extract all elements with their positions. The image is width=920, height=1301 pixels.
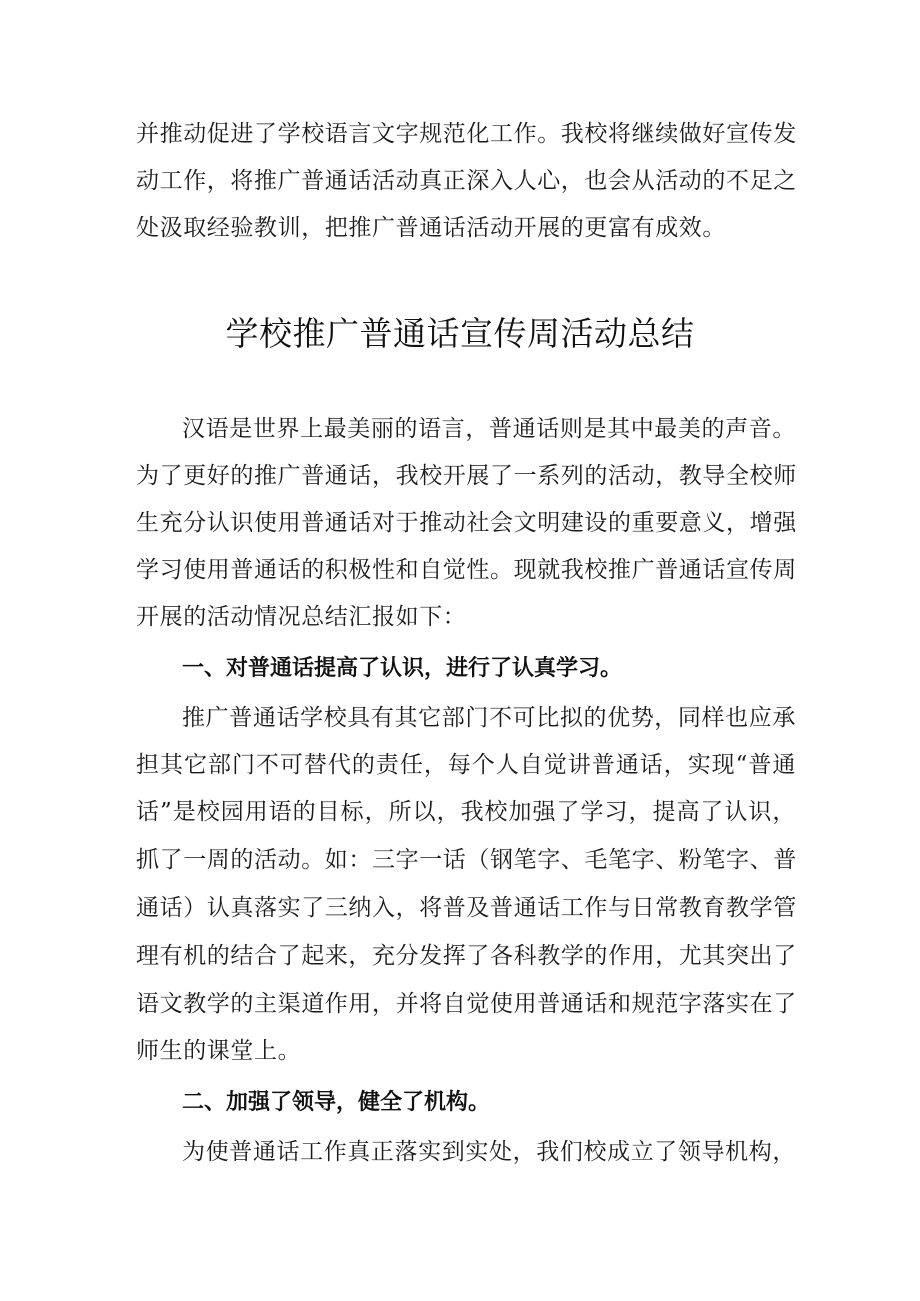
section-heading-1: 一、对普通话提高了认识，进行了认真学习。 <box>182 656 623 681</box>
document-title: 学校推广普通话宣传周活动总结 <box>225 314 695 353</box>
para2-line-6: 理有机的结合了起来，充分发挥了各科教学的作用，尤其突出了 <box>136 943 797 969</box>
intro-line-1: 并推动促进了学校语言文字规范化工作。我校将继续做好宣传发 <box>136 121 797 147</box>
para2-line-1: 推广普通话学校具有其它部门不可比拟的优势，同样也应承 <box>182 705 796 731</box>
intro-line-3: 处汲取经验教训，把推广普通话活动开展的更富有成效。 <box>136 215 726 241</box>
para1-line-2: 为了更好的推广普通话，我校开展了一系列的活动，教导全校师 <box>136 463 797 489</box>
para2-line-5: 通话）认真落实了三纳入，将普及普通话工作与日常教育教学管 <box>136 895 797 921</box>
para1-line-4: 学习使用普通话的积极性和自觉性。现就我校推广普通话宣传周 <box>136 557 797 583</box>
para1-line-1: 汉语是世界上最美丽的语言，普通话则是其中最美的声音。 <box>182 416 796 442</box>
intro-line-2: 动工作，将推广普通话活动真正深入人心，也会从活动的不足之 <box>136 168 797 194</box>
section-heading-2: 二、加强了领导，健全了机构。 <box>182 1090 491 1115</box>
para2-line-4: 抓了一周的活动。如：三字一话（钢笔字、毛笔字、粉笔字、普 <box>136 847 797 873</box>
para1-line-5: 开展的活动情况总结汇报如下： <box>136 604 467 630</box>
para3-line-1: 为使普通话工作真正落实到实处，我们校成立了领导机构， <box>182 1139 796 1165</box>
para2-line-2: 担其它部门不可替代的责任，每个人自觉讲普通话，实现“普通 <box>136 752 796 778</box>
para1-line-3: 生充分认识使用普通话对于推动社会文明建设的重要意义，增强 <box>136 510 797 536</box>
para2-line-3: 话”是校园用语的目标，所以，我校加强了学习，提高了认识， <box>136 799 796 825</box>
para2-line-8: 师生的课堂上。 <box>136 1038 302 1064</box>
para2-line-7: 语文教学的主渠道作用，并将自觉使用普通话和规范字落实在了 <box>136 991 797 1017</box>
